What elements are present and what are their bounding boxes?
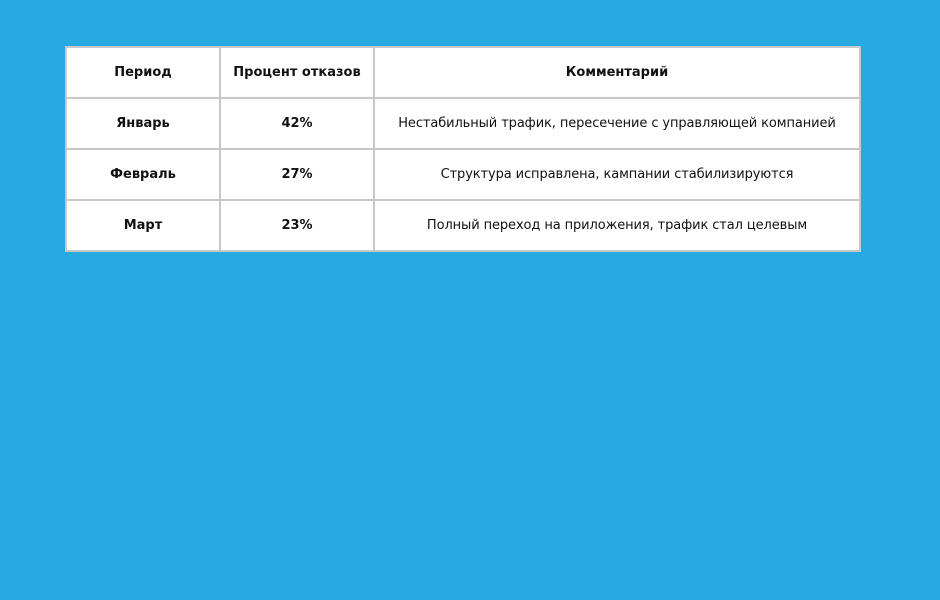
cell-bounce-rate: 27% [220, 149, 374, 200]
bounce-rate-table [65, 46, 861, 252]
header-comment: Комментарий [374, 47, 860, 98]
header-period: Период [66, 47, 220, 98]
bounce-rate-table-container [65, 46, 859, 252]
table-header-row [66, 47, 860, 98]
cell-comment: Структура исправлена, кампании стабилизируются [374, 149, 860, 200]
cell-period: Январь [66, 98, 220, 149]
table-row [66, 98, 860, 149]
table-row [66, 149, 860, 200]
cell-period: Февраль [66, 149, 220, 200]
header-bounce-rate: Процент отказов [220, 47, 374, 98]
cell-comment: Нестабильный трафик, пересечение с управляющей компанией [374, 98, 860, 149]
cell-bounce-rate: 42% [220, 98, 374, 149]
table-row [66, 200, 860, 251]
cell-bounce-rate: 23% [220, 200, 374, 251]
cell-period: Март [66, 200, 220, 251]
cell-comment: Полный переход на приложения, трафик стал целевым [374, 200, 860, 251]
